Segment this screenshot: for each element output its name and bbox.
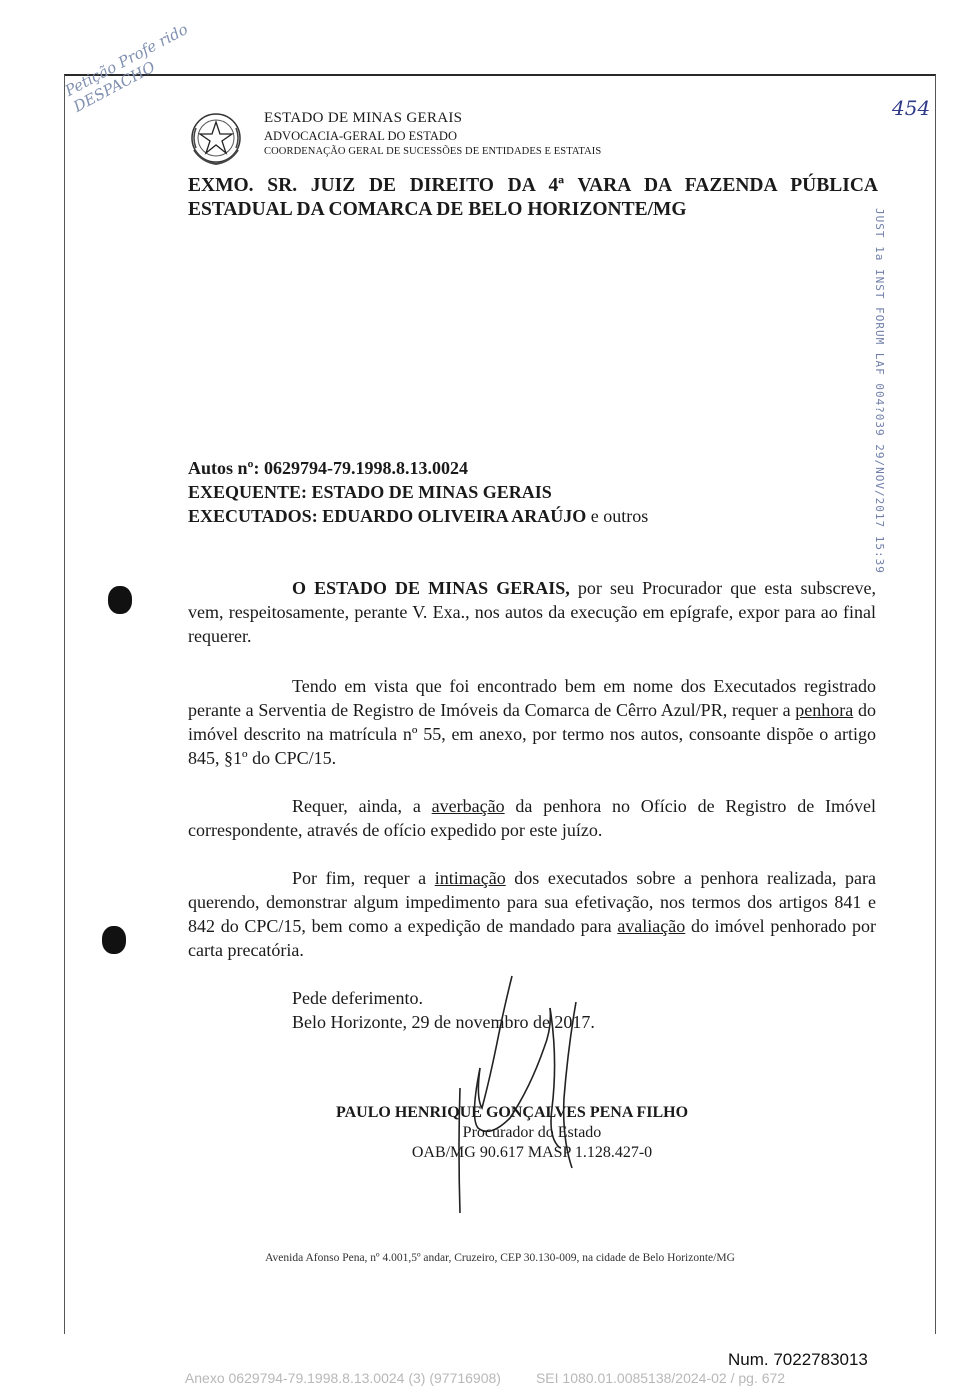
punch-hole-top xyxy=(108,586,132,614)
paragraph-introduction xyxy=(188,576,876,648)
paragraph-3-underline: averbação xyxy=(431,796,505,816)
signer-role: Procurador do Estado xyxy=(462,1124,602,1141)
paragraph-2-underline: penhora xyxy=(795,700,854,720)
petition-body-3 xyxy=(188,794,876,842)
paragraph-2-text-b: do imóvel descrito na matrícula nº 55, em anexo, por termo nos autos, consoante dispõe o artigo 845, §1º do CPC/15. xyxy=(188,700,876,768)
annex-footer: Anexo 0629794-79.1998.8.13.0024 (3) (97716908) SEI 1080.01.0085138/2024-02 / pg. 672 xyxy=(184,1370,786,1386)
paragraph-1-text: por seu Procurador que esta subscreve, vem, respeitosamente, perante V. Exa., nos autos da execução em epígrafe, expor para ao final requerer. xyxy=(188,578,876,646)
closing-place-date: Belo Horizonte, 29 de novembro de 2017. xyxy=(292,1012,595,1032)
paragraph-1-bold: O ESTADO DE MINAS GERAIS, xyxy=(292,578,570,598)
punch-hole-bottom xyxy=(102,926,126,954)
coat-of-arms-icon xyxy=(188,108,244,168)
addressee-line-1: EXMO. SR. JUIZ DE DIREITO DA 4ª VARA DA FAZENDA PÚBLICA xyxy=(188,175,878,196)
signer-oab: OAB/MG 90.617 MASP 1.128.427-0 xyxy=(411,1144,653,1161)
signature-block xyxy=(188,1104,876,1162)
letterhead xyxy=(264,110,601,157)
paragraph-4-text-c: do imóvel penhorado por carta precatória. xyxy=(188,916,876,960)
letterhead-agency: ADVOCACIA-GERAL DO ESTADO xyxy=(264,129,457,143)
addressee xyxy=(188,174,878,222)
petition-body-4 xyxy=(188,866,876,962)
paragraph-3-text-b: da penhora no Ofício de Registro de Imóvel correspondente, através de ofício expedido por este juízo. xyxy=(188,796,876,840)
handwritten-note: Petição Profe rido DESPACHO xyxy=(62,19,191,116)
document-number: Num. 7022783013 xyxy=(728,1350,868,1369)
case-executados-names: EXECUTADOS: EDUARDO OLIVEIRA ARAÚJO xyxy=(188,506,587,526)
case-identification xyxy=(188,456,648,528)
signer-name: PAULO HENRIQUE GONÇALVES PENA FILHO xyxy=(336,1104,689,1121)
case-number: Autos nº: 0629794-79.1998.8.13.0024 xyxy=(188,458,468,478)
paragraph-4-text-b: dos executados sobre a penhora realizada, para querendo, demonstrar algum impedimento para sua efetivação, nos termos dos artigos 841 e 842 do CPC/15, bem como a expedição de mandado para xyxy=(188,868,876,936)
paragraph-2-text-a: Tendo em vista que foi encontrado bem em nome dos Executados registrado perante a Serventia de Registro de Imóveis da Comarca de Cêrro Azul/PR, requer a xyxy=(188,676,876,720)
handwritten-page-number: 454 xyxy=(892,96,931,120)
paragraph-penhora xyxy=(188,674,876,770)
footer-address: Avenida Afonso Pena, nº 4.001,5º andar, Cruzeiro, CEP 30.130-009, na cidade de Belo Horizonte/MG xyxy=(265,1252,735,1264)
case-executados-suffix: e outros xyxy=(586,506,649,526)
paragraph-4-underline-1: intimação xyxy=(434,868,506,888)
petition-body-2 xyxy=(188,674,876,770)
case-exequente: EXEQUENTE: ESTADO DE MINAS GERAIS xyxy=(188,482,552,502)
protocol-stamp: JUST 1a INST FORUM LAF 004?039 29/NOV/2017 15:39 xyxy=(873,208,886,574)
paragraph-3-text-a: Requer, ainda, a xyxy=(292,796,432,816)
letterhead-state: ESTADO DE MINAS GERAIS xyxy=(264,110,463,126)
paragraph-4-underline-2: avaliação xyxy=(617,916,686,936)
case-executados xyxy=(188,504,648,528)
addressee-line-2: ESTADUAL DA COMARCA DE BELO HORIZONTE/MG xyxy=(188,199,687,220)
petition-body xyxy=(188,576,876,648)
paragraph-averbacao xyxy=(188,794,876,842)
handwritten-signature xyxy=(440,968,600,1218)
paragraph-intimacao xyxy=(188,866,876,962)
letterhead-coordination: COORDENAÇÃO GERAL DE SUCESSÕES DE ENTIDADES E ESTATAIS xyxy=(264,146,602,157)
closing-request: Pede deferimento. xyxy=(292,988,423,1008)
paragraph-4-text-a: Por fim, requer a xyxy=(292,868,435,888)
